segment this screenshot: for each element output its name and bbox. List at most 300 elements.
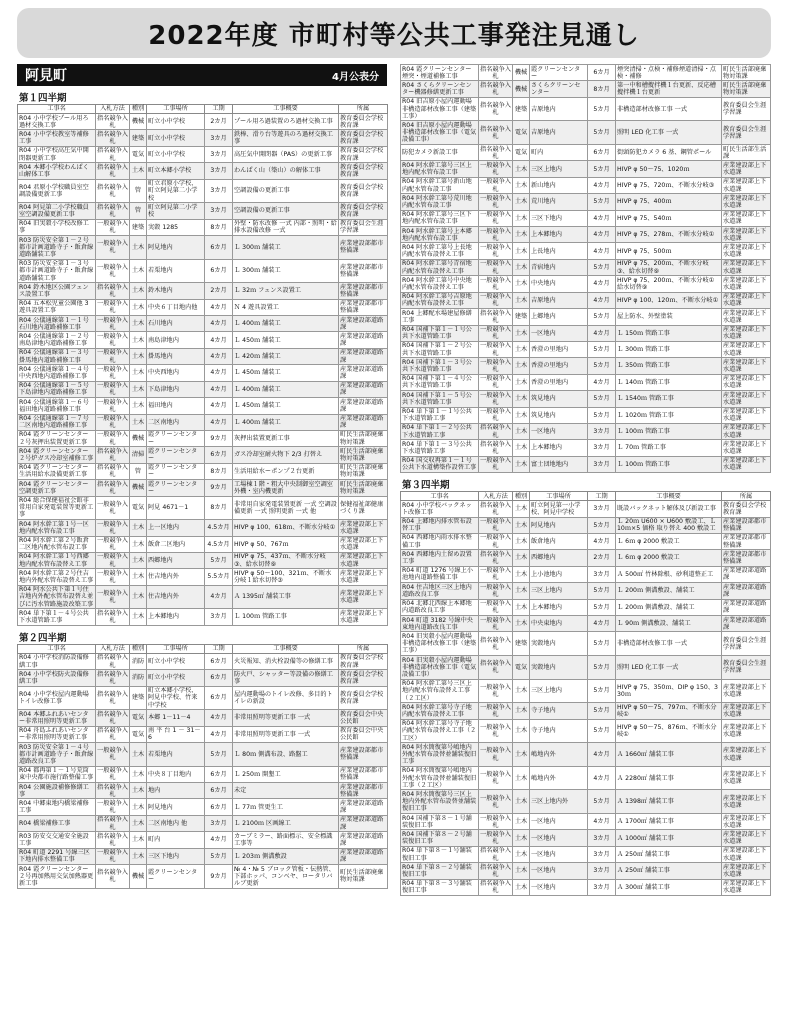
work-period-cell: 4カ月 [588, 533, 616, 549]
work-location-cell: 下島津地内 [147, 381, 205, 397]
work-type-cell: 土木 [130, 332, 147, 348]
work-period-cell: 3カ月 [205, 815, 233, 831]
column-header-work-period: 工期 [588, 492, 616, 501]
work-type-cell: 土木 [513, 194, 530, 210]
work-name-cell: R04 公儀通線第１－４号中央西地内道路補修工事 [18, 365, 96, 381]
work-period-cell: 6カ月 [205, 259, 233, 283]
work-location-cell: 町内 [530, 145, 588, 161]
work-summary-cell: 既設バックネット解体及び新設工事 [616, 501, 722, 517]
department-cell: 産業建設部上下水道課 [722, 341, 771, 357]
bid-method-cell: 一般競争入札 [479, 790, 513, 814]
work-summary-cell: Ｌ 400ｍ 舗装工 [233, 316, 339, 332]
work-name-cell: R04 阿水幹工第号新山地内配水管布設工事 [401, 177, 479, 193]
bid-method-cell: 指名競争入札 [97, 670, 128, 685]
work-location-cell: 一区地内 [530, 423, 588, 439]
department-cell: 教育委員会学校教育課 [339, 686, 388, 710]
work-name-cell: R04 総合保健福祉会館非常用自家発電装置等更新工事 [18, 496, 96, 520]
table-row [18, 219, 388, 235]
work-period-cell: 4カ月 [588, 743, 616, 767]
department-cell: 町民生活部廃棄物対策課 [339, 463, 388, 479]
table-row [401, 533, 771, 549]
work-name-cell: R04 阿水幹工第号上長地内配水管布設替え工事 [401, 243, 479, 259]
table-row [18, 686, 388, 710]
work-summary-cell: 生活用給水ーポンプ２台更新 [233, 463, 339, 479]
table-row [18, 447, 388, 463]
work-name-cell: R04 鈴木地区公園フェンス設置工事 [18, 283, 96, 299]
work-type-cell: 土木 [513, 599, 530, 615]
work-location-cell: 実穀 1285 [147, 219, 205, 235]
work-location-cell: 霞クリーンセンター [147, 430, 205, 446]
department-cell: 産業建設部上下水道課 [339, 536, 388, 552]
work-location-cell: 香澄の里地内 [530, 374, 588, 390]
work-summary-cell: Ｌ 1540ｍ 管路工事 [616, 391, 722, 407]
table-row [401, 616, 771, 632]
work-location-cell: 町立本郷小学校 [147, 163, 205, 179]
work-name-cell: R04 小中学校屋内運動場トイレ改修工事 [18, 686, 96, 710]
department-cell: 産業建設部上下水道課 [722, 863, 771, 879]
work-location-cell: 住吉地内外 [147, 569, 205, 585]
column-header-bid-method: 入札方法 [479, 492, 513, 501]
work-type-cell: 機械 [130, 430, 147, 446]
work-period-cell: 5カ月 [588, 583, 616, 599]
work-type-cell: 電気 [513, 656, 530, 680]
work-type-cell: 土木 [513, 766, 530, 790]
work-location-cell: 南島津地内 [147, 332, 205, 348]
work-location-cell: 上一区地内 [147, 520, 205, 536]
work-name-cell: R04 霞クリーンセンター生活用給水設備更新工事 [18, 463, 96, 479]
work-location-cell: さくらクリーンセンター [530, 81, 588, 97]
work-type-cell: 土木 [130, 381, 147, 397]
column-header-work-location: 工事場所 [530, 492, 588, 501]
work-location-cell: 一区地内 [530, 863, 588, 879]
table-row [401, 501, 771, 517]
work-summary-cell: 非構造部材改修工事 一式 [616, 632, 722, 656]
work-location-cell: 吉原地内 [530, 97, 588, 121]
work-period-cell: 4カ月 [588, 616, 616, 632]
work-type-cell: 電気 [130, 726, 147, 742]
column-header-work-name: 工事名 [18, 644, 96, 653]
work-location-cell: 一区地内 [530, 846, 588, 862]
work-location-cell: 町立小中学校 [147, 670, 205, 686]
work-location-cell: 上郷地内 [530, 309, 588, 325]
department-cell: 町民生活部廃棄物対策課 [339, 447, 388, 463]
bid-method-cell: 一般競争入札 [97, 431, 128, 446]
department-cell: 産業建設部都市整備課 [722, 550, 771, 566]
department-cell: 産業建設部上下水道課 [339, 585, 388, 609]
department-cell: 産業建設部上下水道課 [722, 161, 771, 177]
department-cell: 教育委員会中央公民館 [339, 710, 388, 726]
work-period-cell: 6カ月 [205, 653, 233, 669]
work-period-cell: 5カ月 [588, 632, 616, 656]
work-name-cell: R04 小中学校教室等補修工事 [18, 130, 96, 146]
left-column [17, 64, 387, 889]
work-name-cell: 防犯カメラ新設工事 [401, 145, 479, 161]
column-header-work-name: 工事名 [18, 105, 96, 114]
work-name-cell: R04 阿水幹工第号三区上地内配水管布設替え工事（２工区） [401, 679, 479, 703]
department-cell: 教育委員会生涯学習課 [722, 121, 771, 145]
work-type-cell: 土木 [513, 440, 530, 456]
bid-method-cell: 一般競争入札 [96, 496, 130, 520]
work-summary-cell: Ｌ 250ｍ 開墾工 [233, 766, 339, 782]
bid-method-cell: 一般競争入札 [479, 679, 513, 703]
work-period-cell: 5カ月 [205, 848, 233, 864]
work-name-cell: R04 西郷地内土留め設置工事 [401, 550, 479, 566]
work-location-cell: 一区地内 [530, 879, 588, 895]
work-type-cell: 土木 [130, 832, 147, 848]
bid-method-cell: 指名競争入札 [97, 832, 128, 847]
work-summary-cell: HIVP φ 100、120ｍ、不断水分岐① [616, 292, 722, 308]
work-name-cell: R04 単下第１－３号公共下水道管路工事 [401, 440, 479, 456]
work-period-cell: 4カ月 [588, 325, 616, 341]
column-header-work-type: 種別 [130, 105, 147, 114]
work-summary-cell: Ａ 1398㎡ 舗装工事 [616, 790, 722, 814]
bid-method-cell: 一般競争入札 [97, 569, 128, 585]
work-name-cell: R04 阿水幹工第２号飯倉二区地内配水管布設工事 [18, 536, 96, 552]
table-row [401, 583, 771, 599]
work-location-cell: 阿見地内 [147, 799, 205, 815]
table-row [18, 496, 388, 520]
column-header-work-period: 工期 [205, 644, 233, 653]
work-location-cell: 上本郷地内 [530, 599, 588, 615]
work-period-cell: 4カ月 [205, 414, 233, 430]
work-type-cell: 電気 [130, 710, 147, 726]
bid-method-cell: 一般競争入札 [480, 814, 511, 829]
work-location-cell: 筑見地内 [530, 391, 588, 407]
work-name-cell: R03 防災安全第１－３号都市計画道路寺子・飯倉線道路舗装工事 [18, 259, 96, 283]
bid-method-cell: 一般競争入札 [480, 375, 511, 390]
work-location-cell: 飯倉地内 [530, 533, 588, 549]
bid-method-cell: 指名競争入札 [479, 656, 513, 680]
bid-method-cell: 指名競争入札 [97, 710, 128, 725]
column-header-department: 所属 [339, 105, 388, 114]
work-name-cell: R04 舟島ふれあいセンター非常用照明等更新工事 [18, 726, 96, 742]
table-row [18, 865, 388, 889]
work-summary-cell: 照明 LED 化工事 一式 [616, 656, 722, 680]
work-type-cell: 土木 [130, 743, 147, 767]
work-type-cell: 土木 [513, 743, 530, 767]
table-row [18, 710, 388, 726]
department-cell: 産業建設部道路課 [339, 832, 388, 848]
department-cell: 産業建設部道路課 [339, 398, 388, 414]
work-type-cell: 土木 [513, 374, 530, 390]
table-row [18, 259, 388, 283]
work-location-cell: 一区地内 [530, 830, 588, 846]
department-cell: 産業建設部都市整備課 [339, 259, 388, 283]
table-row [401, 846, 771, 862]
bid-method-cell: 一般競争入札 [97, 349, 128, 364]
work-period-cell: 2カ月 [205, 114, 233, 130]
work-summary-cell: HIVP φ 75、200ｍ、不断水分岐③、給水切替⑨ [616, 259, 722, 275]
work-name-cell: R04 阿見第二小学校職員室空調設備更新工事 [18, 203, 96, 219]
table-row [18, 520, 388, 536]
work-type-cell: 消防 [130, 653, 147, 669]
work-type-cell: 土木 [130, 316, 147, 332]
work-summary-cell: Ｌ 450ｍ 舗装工 [233, 398, 339, 414]
work-type-cell: 土木 [130, 520, 147, 536]
bid-method-cell: 指名競争入札 [97, 447, 128, 463]
bid-method-cell: 一般競争入札 [480, 830, 511, 846]
work-location-cell: 町立小中学校 [147, 130, 205, 146]
work-location-cell: 霞クリーンセンター [147, 480, 205, 496]
work-name-cell: R04 公儀通線第１－３号掛馬地内道路補修工事 [18, 348, 96, 364]
work-location-cell: 町立小中学校 [147, 114, 205, 130]
work-period-cell: 4カ月 [588, 276, 616, 292]
work-summary-cell: 煙突清掃・点検・補修煙道清掃・点検・補修 [616, 65, 722, 81]
bid-method-cell: 一般競争入札 [480, 161, 511, 177]
work-summary-cell: Ｌ 100ｍ 管路工事 [616, 456, 722, 472]
work-type-cell: 電気 [130, 496, 147, 520]
bid-method-cell: 一般競争入札 [480, 194, 511, 209]
work-summary-cell: Ａ 1000㎡ 舗装工事 [616, 830, 722, 846]
work-period-cell: 5カ月 [588, 194, 616, 210]
work-type-cell: 建築 [513, 97, 530, 121]
department-cell: 産業建設部都市整備課 [722, 517, 771, 533]
work-summary-cell: カーブミラー、路面標示、安全標識工事等 [233, 832, 339, 848]
work-name-cell: R04 阿水幹工第１号西郷地内配水管布設替え工事 [18, 552, 96, 568]
work-type-cell: 土木 [130, 398, 147, 414]
q3-title: 第３四半期 [402, 480, 450, 492]
work-period-cell: 3カ月 [205, 179, 233, 203]
work-name-cell: R04 阿水幹工第号荒川地内配水管布設工事 [401, 194, 479, 210]
work-period-cell: 4.5カ月 [205, 536, 233, 552]
table-row [18, 365, 388, 381]
bid-method-cell: 一般競争入札 [480, 703, 511, 718]
work-summary-cell: HIVP φ 75、350ｍ、DIP φ 150、330ｍ [616, 679, 722, 703]
work-name-cell: R04 単下第１－２号公共下水道管路工事 [401, 423, 479, 439]
work-period-cell: 5カ月 [588, 391, 616, 407]
work-location-cell: 掛馬地内 [147, 348, 205, 364]
work-name-cell: R04 君原小学校職員室空調設備更新工事 [18, 179, 96, 203]
q2-title: 第２四半期 [19, 632, 67, 644]
table-row [18, 283, 388, 299]
work-summary-cell: Ｌ 400ｍ 舗装工 [233, 414, 339, 430]
work-name-cell: R04 阿水簡復第号三区上地内外配水管布設替並舗装復旧工事 [401, 790, 479, 814]
department-cell: 産業建設部上下水道課 [722, 259, 771, 275]
work-summary-cell: HIVP φ 50～75、1020ｍ [616, 161, 722, 177]
department-cell: 産業建設部道路課 [339, 365, 388, 381]
work-period-cell: 3カ月 [588, 566, 616, 582]
department-cell: 教育委員会学校教育課 [339, 179, 388, 203]
table-row [18, 236, 388, 260]
work-location-cell: 三区下地内 [147, 848, 205, 864]
work-type-cell: 建築 [130, 686, 147, 710]
work-location-cell: 飯倉二区地内 [147, 536, 205, 552]
work-summary-cell: 工場棟１階・粗大中央制御室空調室外機・室内機更新 [233, 480, 339, 496]
work-summary-cell: Ｌ 420ｍ 舗装工 [233, 348, 339, 364]
column-header-department: 所属 [339, 644, 388, 653]
department-cell: 産業建設部上下水道課 [339, 520, 388, 536]
work-name-cell: R04 国補下第１－２号公共下水道管路工事 [401, 341, 479, 357]
work-name-cell: R04 阿水幹工第２号住吉地内外配水管布設替え工事 [18, 569, 96, 585]
work-period-cell: 5カ月 [205, 552, 233, 568]
work-period-cell: 9カ月 [205, 865, 233, 889]
work-type-cell: 管 [130, 179, 147, 203]
department-cell: 産業建設部上下水道課 [339, 569, 388, 585]
work-summary-cell: Ｌ 300ｍ 管路工事 [616, 341, 722, 357]
bid-method-cell: 一般競争入札 [480, 358, 511, 374]
work-type-cell: 土木 [130, 848, 147, 864]
column-header-department: 所属 [722, 492, 771, 501]
work-location-cell: 若栗地内 [147, 743, 205, 767]
department-cell: 産業建設部上下水道課 [722, 177, 771, 193]
work-name-cell: R04 国補下第１－４号公共下水道管路工事 [401, 374, 479, 390]
work-period-cell: 4カ月 [205, 299, 233, 315]
work-name-cell: R04 阿水幹工第号青宿地内配水管布設替え工事 [401, 259, 479, 275]
table-row [401, 309, 771, 325]
bid-method-cell: 一般競争入札 [97, 398, 128, 413]
department-cell: 産業建設部上下水道課 [722, 743, 771, 767]
r_cont-table [400, 64, 771, 473]
work-name-cell: R04 公園施設補修修繕工事 [18, 783, 96, 799]
bid-method-cell: 指名競争入札 [97, 609, 128, 625]
department-cell: 産業建設部道路課 [722, 583, 771, 599]
bid-method-cell: 指名競争入札 [97, 130, 128, 146]
work-type-cell: 機械 [130, 480, 147, 496]
work-location-cell: 住吉地内外 [147, 585, 205, 609]
table-row [401, 550, 771, 566]
work-location-cell: 南 平 台 1 － 31－6 [147, 726, 205, 742]
bid-method-cell: 指名競争入札 [96, 179, 130, 203]
work-period-cell: 3カ月 [588, 456, 616, 472]
work-location-cell: 嶋地内外 [530, 766, 588, 790]
work-period-cell: 9カ月 [205, 430, 233, 446]
work-period-cell: 3カ月 [205, 203, 233, 219]
department-cell: 産業建設部道路課 [722, 566, 771, 582]
work-location-cell: 阿見地内 [530, 517, 588, 533]
work-name-cell: R04 北郷北西線上本郷地内道路改良工事 [401, 599, 479, 615]
work-location-cell: 福田地内 [147, 398, 205, 414]
work-period-cell: 6カ月 [205, 766, 233, 782]
work-summary-cell: わんぱく山（築山）の解体工事 [233, 163, 339, 179]
work-type-cell: 土木 [513, 879, 530, 895]
work-period-cell: 8カ月 [205, 463, 233, 479]
work-name-cell: R04 阿水幹工第号中央地内配水管布設替え工事 [401, 276, 479, 292]
work-summary-cell: 高圧気中開閉器（PAS）の更新工事 [233, 146, 339, 162]
work-name-cell: R04 公儀通線第１－１号石川地内道路補修工事 [18, 316, 96, 332]
bid-method-cell: 一般競争入札 [96, 259, 130, 283]
work-location-cell: 一区地内 [530, 814, 588, 830]
work-period-cell: 4カ月 [205, 398, 233, 414]
work-summary-cell: HIVP φ 75、278ｍ、不断水分岐① [616, 227, 722, 243]
work-type-cell: 機械 [130, 865, 147, 889]
bid-method-cell: 一般競争入札 [480, 326, 511, 341]
work-type-cell: 建築 [513, 309, 530, 325]
table-row [401, 632, 771, 656]
table-row [18, 114, 388, 130]
announcement-label: 4月公表分 [332, 71, 379, 83]
table-row [401, 407, 771, 423]
department-cell: 教育委員会生涯学習課 [722, 656, 771, 680]
work-name-cell: R04 西郷地内雨水排水整備工事 [401, 533, 479, 549]
table-row [18, 348, 388, 364]
department-cell: 産業建設部上下水道課 [339, 609, 388, 625]
work-summary-cell: Ｌ 300ｍ 舗装工 [233, 236, 339, 260]
table-row [401, 276, 771, 292]
work-type-cell: 土木 [130, 365, 147, 381]
work-summary-cell: 非常用照明等更新工事 一式 [233, 710, 339, 726]
work-location-cell: 地内 [147, 783, 205, 799]
work-summary-cell: 灰押出装置更新工事 [233, 430, 339, 446]
work-location-cell: 町立阿見第一小学校、阿見中学校 [530, 501, 588, 517]
q1-table [17, 104, 388, 626]
q2-table [17, 644, 388, 889]
department-cell: 町民生活部廃棄物対策課 [339, 865, 388, 889]
work-summary-cell: 非常用照明等更新工事 一式 [233, 726, 339, 742]
bid-method-cell: 指名競争入札 [480, 847, 511, 862]
work-type-cell: 土木 [513, 325, 530, 341]
work-summary-cell: Ｌ 450ｍ 舗装工 [233, 365, 339, 381]
table-row [18, 815, 388, 831]
table-row [401, 743, 771, 767]
bid-method-cell: 一般競争入札 [97, 849, 128, 864]
work-name-cell: R04 阿水公共下第１号住吉地内外配水管布設替え並びに汚水管路施設改築工事 [18, 585, 96, 609]
work-summary-cell: Ｌ 203ｍ 側溝敷設 [233, 848, 339, 864]
column-header-work-summary: 工事概要 [616, 492, 722, 501]
work-type-cell: 土木 [513, 243, 530, 259]
work-location-cell: 上本郷地内 [530, 227, 588, 243]
work-name-cell: R04 旧実穀小屋内運動場非構造部材改修工事（建築工事） [401, 632, 479, 656]
department-cell: 産業建設部上下水道課 [722, 719, 771, 743]
work-summary-cell: 街頭防犯カメラ 6 基、鋼管ポール [616, 145, 722, 161]
work-type-cell: 土木 [130, 609, 147, 625]
work-type-cell: 土木 [513, 719, 530, 743]
department-cell: 産業建設部上下水道課 [722, 830, 771, 846]
work-type-cell: 建築 [513, 632, 530, 656]
bid-method-cell: 一般競争入札 [480, 211, 511, 226]
work-type-cell: 土木 [513, 210, 530, 226]
municipality-name: 阿見町 [25, 68, 67, 84]
work-type-cell: 土木 [513, 501, 530, 517]
table-row [18, 848, 388, 864]
table-row [401, 358, 771, 374]
work-type-cell: 土木 [513, 550, 530, 566]
work-location-cell: 吉原地内 [530, 292, 588, 308]
department-cell: 産業建設部上下水道課 [722, 227, 771, 243]
department-cell: 教育委員会学校教育課 [339, 670, 388, 686]
bid-method-cell: 一般競争入札 [97, 332, 128, 348]
work-period-cell: 5カ月 [588, 656, 616, 680]
work-summary-cell: Ｌ 450ｍ 舗装工 [233, 332, 339, 348]
work-summary-cell: Ｌ 400ｍ 舗装工 [233, 381, 339, 397]
work-summary-cell: プール用ろ過装置のろ過材交換工事 [233, 114, 339, 130]
table-row [401, 656, 771, 680]
work-name-cell: R04 さくらクリーンセンター機器修繕更新工事 [401, 81, 479, 97]
work-summary-cell: HIVP φ 75、437ｍ、不断水分岐③、給水切替⑨ [233, 552, 339, 568]
table-row [18, 609, 388, 625]
bid-method-cell: 一般競争入札 [480, 178, 511, 193]
work-summary-cell: Ｌ 100ｍ 管路工事 [616, 423, 722, 439]
department-cell: 産業建設部上下水道課 [722, 309, 771, 325]
work-period-cell: 3カ月 [588, 863, 616, 879]
work-type-cell: 建築 [130, 219, 147, 235]
work-period-cell: 3カ月 [205, 130, 233, 146]
table-row [401, 456, 771, 472]
department-cell: 町民生活部廃棄物対策課 [722, 65, 771, 81]
work-location-cell: 町内 [147, 832, 205, 848]
work-summary-cell: HIVP φ 50～100、321ｍ、不断水分岐１給水切替③ [233, 569, 339, 585]
work-type-cell: 土木 [130, 799, 147, 815]
work-location-cell: 町立阿見第二小学校 [147, 203, 205, 219]
work-location-cell: 霞クリーンセンター [147, 865, 205, 889]
work-period-cell: 5カ月 [588, 407, 616, 423]
department-cell: 産業建設部上下水道課 [722, 846, 771, 862]
department-cell: 産業建設部上下水道課 [722, 440, 771, 456]
department-cell: 産業建設部道路課 [339, 348, 388, 364]
bid-method-cell: 指名競争入札 [480, 309, 511, 324]
work-summary-cell: Ｌ 2100ｍ 区画線工 [233, 815, 339, 831]
work-summary-cell: Ｌ 100ｍ 管路工事 [233, 609, 339, 625]
work-summary-cell: Ａ 2280㎡ 舗装工事 [616, 766, 722, 790]
